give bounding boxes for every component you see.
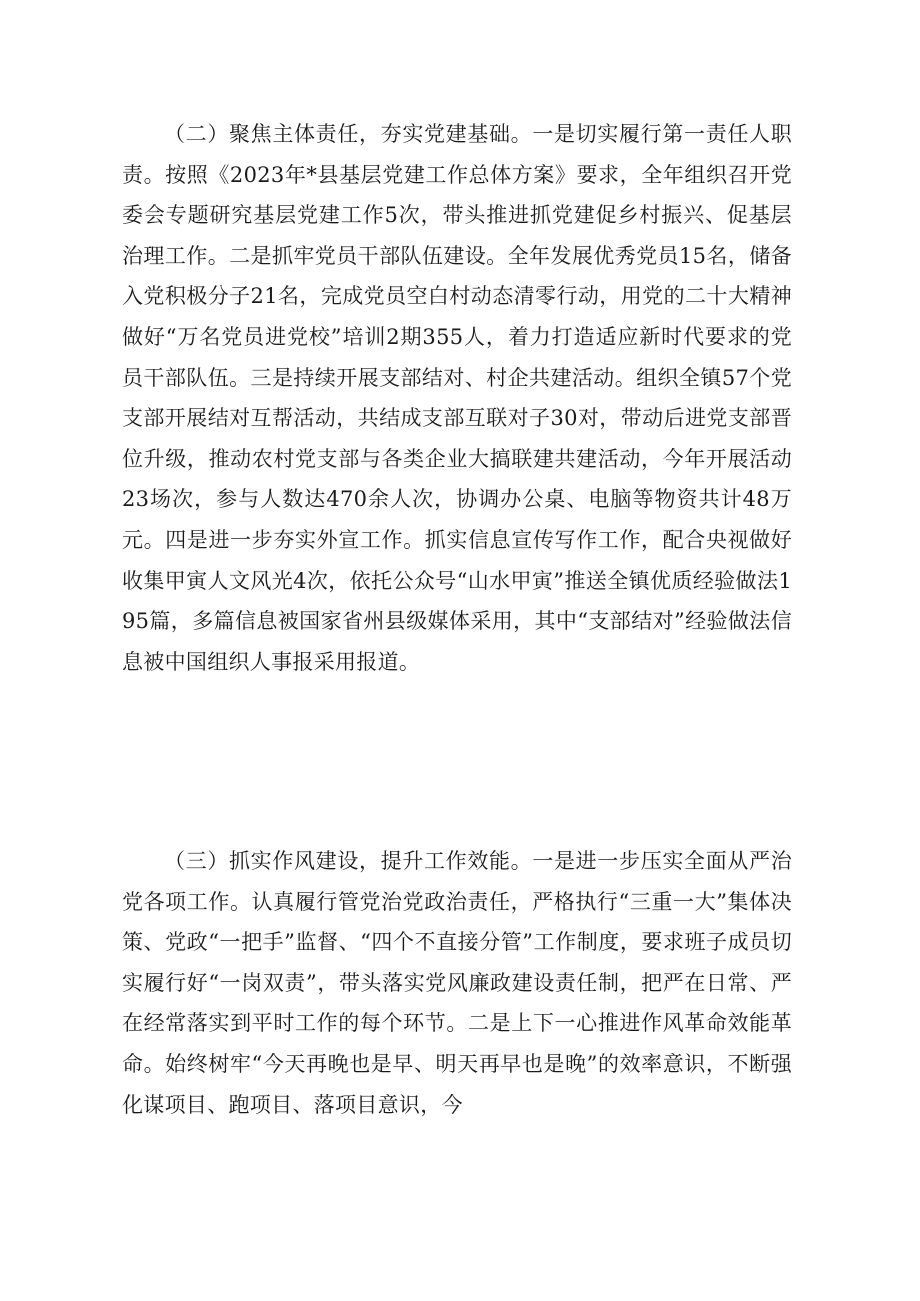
- paragraph-section-3: （三）抓实作风建设，提升工作效能。一是进一步压实全面从严治党各项工作。认真履行管党治党政治责任，严格执行“三重一大”集体决策、党政“一把手”监督、“四个不直接分管”工作制度，要求班子成员切实履行好“一岗双责”，带头落实党风廉政建设责任制，把严在日常、严在经常落实到平时工作的每个环节。二是上下一心推进作风革命效能革命。始终树牢“今天再晚也是早、明天再早也是晚”的效率意识，不断强化谋项目、跑项目、落项目意识，今: [122, 849, 792, 1117]
- paragraph-section-2: （二）聚焦主体责任，夯实党建基础。一是切实履行第一责任人职责。按照《2023年*县基层党建工作总体方案》要求，全年组织召开党委会专题研究基层党建工作5次，带头推进抓党建促乡村振兴、促基层治理工作。二是抓牢党员干部队伍建设。全年发展优秀党员15名，储备入党积极分子21名，完成党员空白村动态清零行动，用党的二十大精神做好“万名党员进党校”培训2期355人，着力打造适应新时代要求的党员干部队伍。三是持续开展支部结对、村企共建活动。组织全镇57个党支部开展结对互帮活动，共结成支部互联对子30对，带动后进党支部晋位升级，推动农村党支部与各类企业大搞联建共建活动，今年开展活动23场次，参与人数达470余人次，协调办公桌、电脑等物资共计48万元。四是进一步夯实外宣工作。抓实信息宣传写作工作，配合央视做好收集甲寅人文风光4次，依托公众号“山水甲寅”推送全镇优质经验做法195篇，多篇信息被国家省州县级媒体采用，其中“支部结对”经验做法信息被中国组织人事报采用报道。: [122, 122, 792, 674]
